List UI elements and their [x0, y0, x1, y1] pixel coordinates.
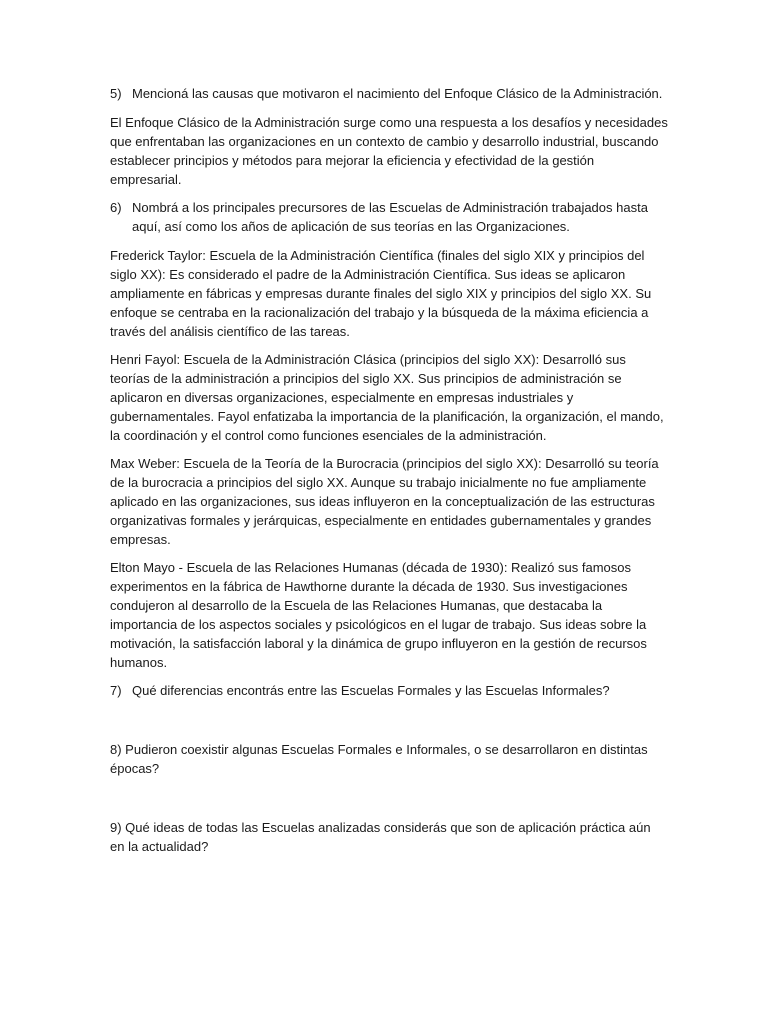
question-number: 5): [110, 86, 122, 101]
question-text: Nombrá a los principales precursores de las Escuelas de Administración trabajados hasta aquí, así como los años de aplicación de sus teorías en las Organizaciones.: [132, 200, 648, 234]
answer-6-fayol: Henri Fayol: Escuela de la Administración Clásica (principios del siglo XX): Desarrolló sus teorías de la administración a principios del siglo XX. Sus principios de administración se aplicaron en diversas organizaciones, especialmente en empresas industriales y gubernamentales. Fayol enfatizaba la importancia de la planificación, la organización, el mando, la coordinación y el control como funciones esenciales de la administración.: [110, 352, 664, 443]
question-number: 7): [110, 683, 122, 698]
answer-5: El Enfoque Clásico de la Administración surge como una respuesta a los desafíos y necesidades que enfrentaban las organizaciones en un contexto de cambio y desarrollo industrial, buscando establecer principios y métodos para mejorar la eficiencia y efectividad de la gestión empresarial.: [110, 115, 668, 187]
question-6: [110, 198, 668, 236]
question-9: 9) Qué ideas de todas las Escuelas analizadas considerás que son de aplicación práctica aún en la actualidad?: [110, 820, 651, 854]
answer-6-mayo: Elton Mayo - Escuela de las Relaciones Humanas (década de 1930): Realizó sus famosos experimentos en la fábrica de Hawthorne durante la década de 1930. Sus investigaciones condujeron al desarrollo de la Escuela de las Relaciones Humanas, que destacaba la importancia de los aspectos sociales y psicológicos en el lugar de trabajo. Sus ideas sobre la motivación, la satisfacción laboral y la dinámica de grupo influyeron en la gestión de recursos humanos.: [110, 560, 647, 670]
question-7: [110, 681, 668, 700]
question-text: Mencioná las causas que motivaron el nacimiento del Enfoque Clásico de la Administración.: [132, 86, 663, 101]
question-text: Qué diferencias encontrás entre las Escuelas Formales y las Escuelas Informales?: [132, 683, 610, 698]
answer-6-weber: Max Weber: Escuela de la Teoría de la Burocracia (principios del siglo XX): Desarrolló su teoría de la burocracia a principios del siglo XX. Aunque su trabajo inicialmente no fue ampliamente aplicado en las organizaciones, sus ideas influyeron en la conceptualización de las estructuras organizativas formales y jerárquicas, especialmente en entidades gubernamentales y grandes empresas.: [110, 456, 659, 547]
answer-6-taylor: Frederick Taylor: Escuela de la Administración Científica (finales del siglo XIX y principios del siglo XX): Es considerado el padre de la Administración Científica. Sus ideas se aplicaron ampliamente en fábricas y empresas durante finales del siglo XIX y principios del siglo XX. Su enfoque se centraba en la racionalización del trabajo y la búsqueda de la máxima eficiencia a través del análisis científico de las tareas.: [110, 248, 652, 339]
question-8: 8) Pudieron coexistir algunas Escuelas Formales e Informales, o se desarrollaron en distintas épocas?: [110, 742, 648, 776]
question-number: 6): [110, 200, 122, 215]
question-5: [110, 84, 668, 103]
